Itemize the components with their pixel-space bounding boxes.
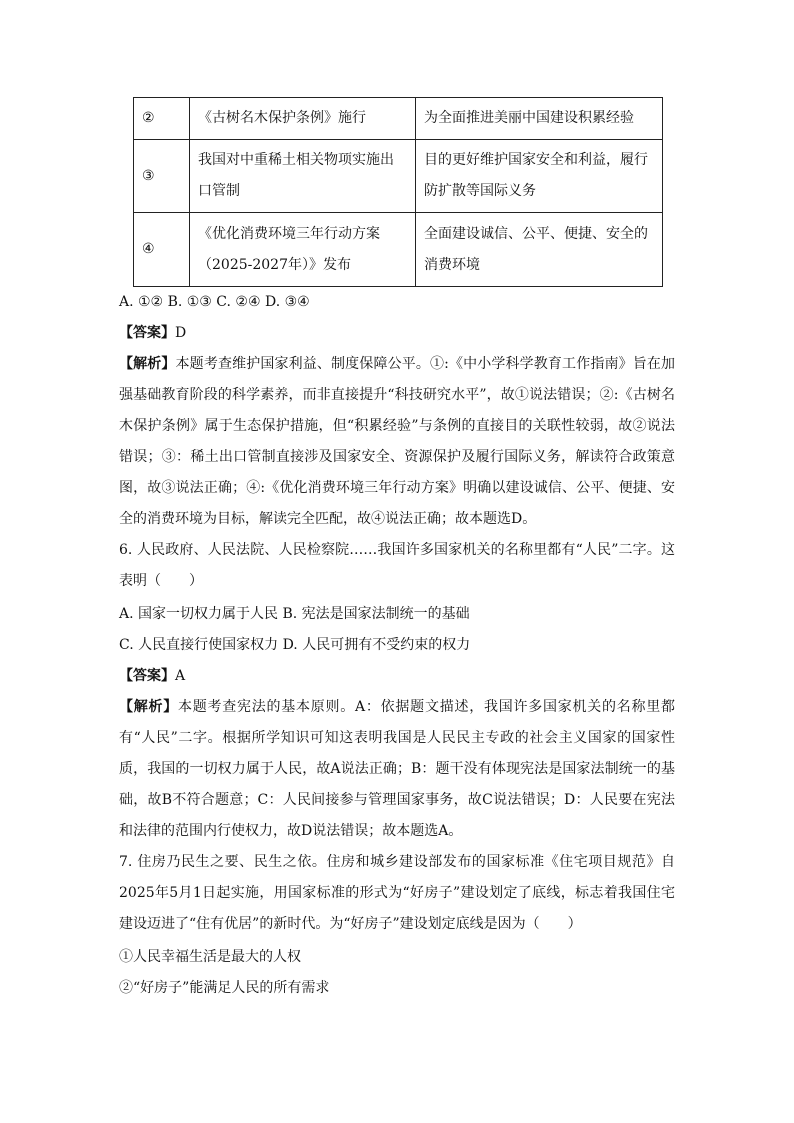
measure-cell: 《古树名木保护条例》施行 xyxy=(190,98,416,140)
q7-item-2: ②“好房子”能满足人民的所有需求 xyxy=(119,980,330,996)
analysis-tag: 【解析】 xyxy=(119,356,176,372)
analysis-text: 本题考查宪法的基本原则。A：依据题文描述，我国许多国家机关的名称里都有“人民”二字。根据所学知识可知这表明我国是人民民主专政的社会主义国家的国家性质，我国的一切权力属于人民，故A说法正确；B：题干没有体现宪法是国家法制统一的基础，故B不符合题意；C：人民间接参与管理国家事务，故C说法错误；D：人民要在宪法和法律的范围内行使权力，故D说法错误；故本题选A。 xyxy=(119,699,675,839)
table-row xyxy=(134,98,663,140)
q6-answer xyxy=(119,666,675,686)
analysis-text: 本题考查维护国家利益、制度保障公平。①:《中小学科学教育工作指南》旨在加强基础教育阶段的科学素养，而非直接提升“科技研究水平”，故①说法错误；②:《古树名木保护条例》属于生态保护措施，但“积累经验”与条例的直接目的关联性较弱，故②说法错误；③：稀土出口管制直接涉及国家安全、资源保护及履行国际义务，解读符合政策意图，故③说法正确；④:《优化消费环境三年行动方案》明确以建设诚信、公平、便捷、安全的消费环境为目标，解读完全匹配，故④说法正确；故本题选D。 xyxy=(119,356,676,527)
q6-stem: 6. 人民政府、人民法院、人民检察院……我国许多国家机关的名称里都有“人民”二字。这表明（ ） xyxy=(119,542,675,589)
answer-value: A xyxy=(175,668,186,684)
q7-stem: 7. 住房乃民生之要、民生之依。住房和城乡建设部发布的国家标准《住宅项目规范》自2025年5月1日起实施，用国家标准的形式为“好房子”建设划定了底线，标志着我国住宅建设迈进了“住有优居”的新时代。为“好房子”建设划定底线是因为（ ） xyxy=(119,854,675,932)
answer-value: D xyxy=(175,325,187,341)
measure-cell: 我国对中重稀土相关物项实施出口管制 xyxy=(190,140,416,213)
purpose-cell: 目的更好维护国家安全和利益，履行防扩散等国际义务 xyxy=(416,140,663,213)
analysis-tag: 【解析】 xyxy=(119,699,179,715)
q6-options-cd: C. 人民直接行使国家权力 D. 人民可拥有不受约束的权力 xyxy=(119,637,471,653)
purpose-cell: 为全面推进美丽中国建设积累经验 xyxy=(416,98,663,140)
row-number: ④ xyxy=(134,213,190,287)
q5-analysis xyxy=(119,349,675,535)
q5-options: A. ①② B. ①③ C. ②④ D. ③④ xyxy=(119,294,310,310)
table-row xyxy=(134,140,663,213)
options-table xyxy=(133,97,663,287)
q6-analysis xyxy=(119,692,675,847)
measure-cell: 《优化消费环境三年行动方案（2025-2027年）》发布 xyxy=(190,213,416,287)
q5-answer xyxy=(119,323,675,343)
q6-options-ab: A. 国家一切权力属于人民 B. 宪法是国家法制统一的基础 xyxy=(119,606,470,622)
answer-tag: 【答案】 xyxy=(119,668,175,684)
purpose-cell: 全面建设诚信、公平、便捷、安全的消费环境 xyxy=(416,213,663,287)
q7-item-1: ①人民幸福生活是最大的人权 xyxy=(119,949,301,965)
row-number: ② xyxy=(134,98,190,140)
table-row xyxy=(134,213,663,287)
row-number: ③ xyxy=(134,140,190,213)
answer-tag: 【答案】 xyxy=(119,325,175,341)
